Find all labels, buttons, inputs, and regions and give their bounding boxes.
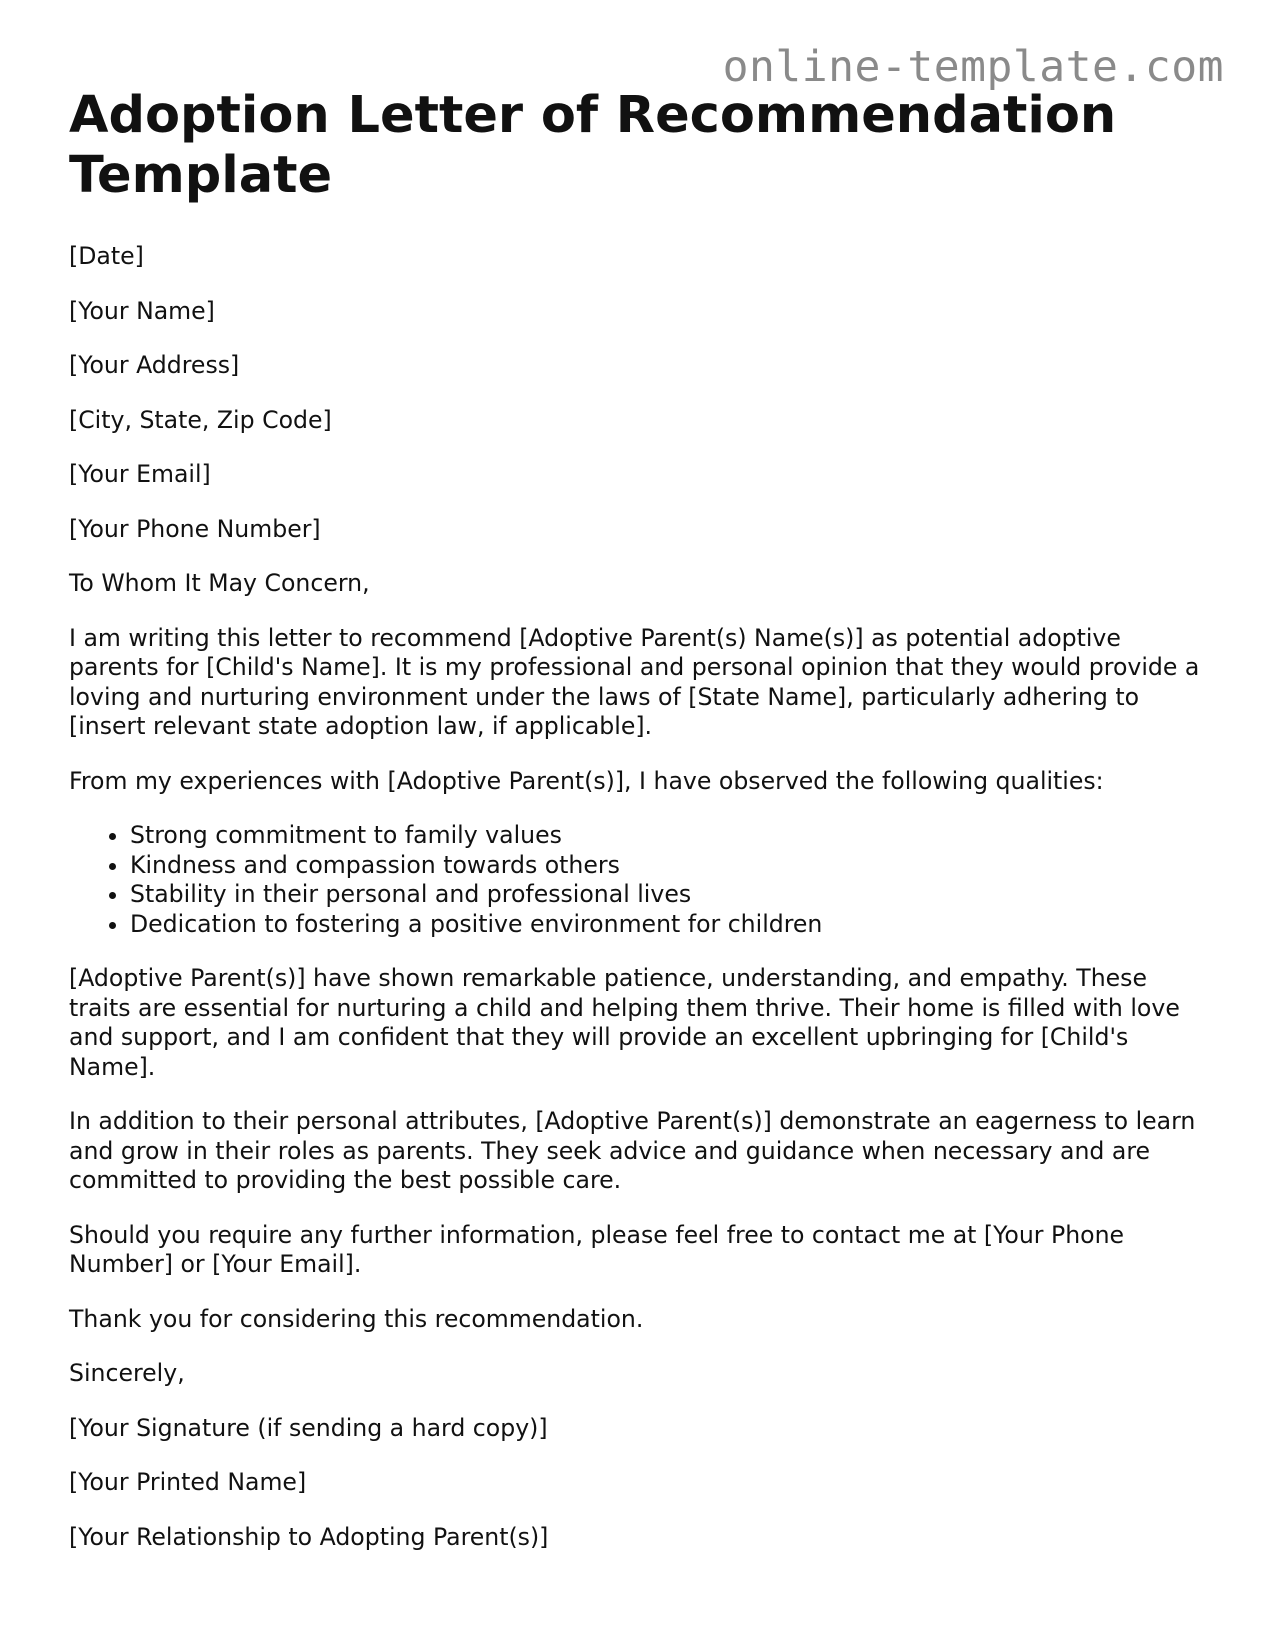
- attributes-paragraph: In addition to their personal attributes, [Adoptive Parent(s)] demonstrate an eagerness to learn and grow in their roles as parents. They seek advice and guidance when necessary and are committed to providing the best possible care.: [69, 1107, 1196, 1194]
- sender-address-line: [Your Address]: [69, 351, 240, 379]
- relationship-line: [Your Relationship to Adopting Parent(s)]: [69, 1522, 549, 1551]
- signature-line: [Your Signature (if sending a hard copy)]: [69, 1413, 548, 1442]
- printed-name-line: [Your Printed Name]: [69, 1468, 307, 1496]
- list-item: • Strong commitment to family values: [130, 821, 1209, 851]
- list-item: • Stability in their personal and professional lives: [130, 880, 1209, 910]
- sender-phone-line: [Your Phone Number]: [69, 514, 321, 543]
- letter-document: [69, 86, 1209, 1577]
- closing-sincerely: Sincerely,: [69, 1359, 185, 1387]
- thanks-paragraph: Thank you for considering this recommendation.: [69, 1304, 644, 1333]
- traits-paragraph: [Adoptive Parent(s)] have shown remarkable patience, understanding, and empathy. These traits are essential for nurturing a child and helping them thrive. Their home is filled with love and support, and I am confident that they will provide an excellent upbringing for [Child's Name].: [69, 964, 1180, 1081]
- observed-paragraph: From my experiences with [Adoptive Parent(s)], I have observed the following qualities:: [69, 766, 1104, 795]
- qualities-list: [69, 821, 1209, 939]
- list-item: • Dedication to fostering a positive environment for children: [130, 910, 1209, 940]
- sender-name-line: [Your Name]: [69, 296, 215, 325]
- date-line: [Date]: [69, 242, 144, 270]
- salutation: To Whom It May Concern,: [69, 569, 370, 597]
- watermark: online-template.com: [722, 42, 1224, 92]
- page-title: Adoption Letter of Recommendation Template: [69, 86, 1117, 205]
- list-item: • Kindness and compassion towards others: [130, 851, 1209, 881]
- sender-city-line: [City, State, Zip Code]: [69, 405, 332, 434]
- intro-paragraph: I am writing this letter to recommend [Adoptive Parent(s) Name(s)] as potential adoptive parents for [Child's Name]. It is my professional and personal opinion that they would provide a loving and nurturing environment under the laws of [State Name], particularly adhering to [insert relevant state adoption law, if applicable].: [69, 623, 1200, 740]
- contact-paragraph: Should you require any further information, please feel free to contact me at [Your Phone Number] or [Your Email].: [69, 1220, 1125, 1278]
- sender-email-line: [Your Email]: [69, 460, 211, 488]
